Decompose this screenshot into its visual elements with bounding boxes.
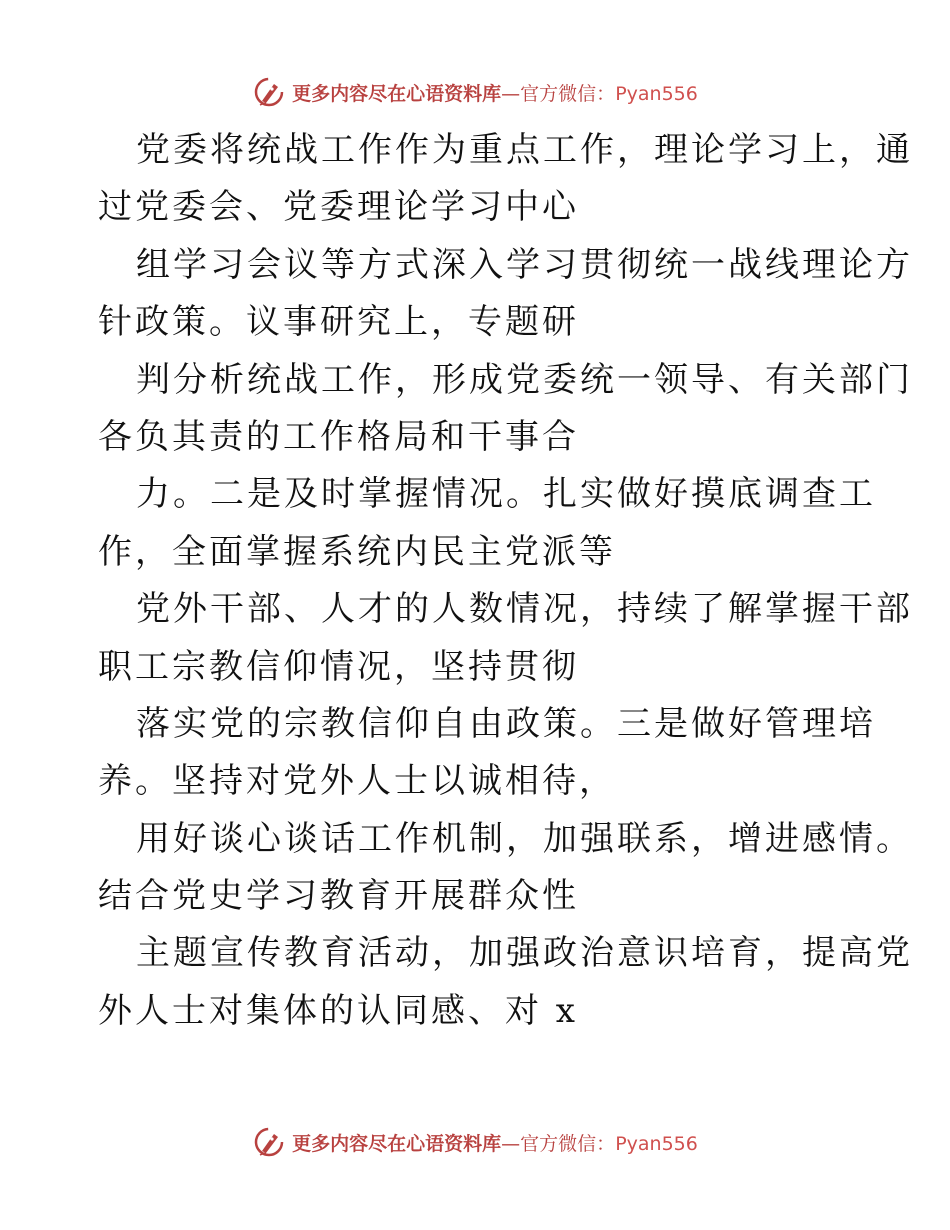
- header-watermark-separator: —: [501, 82, 521, 105]
- body-line: 党委将统战工作作为重点工作，理论学习上，通: [136, 130, 913, 170]
- footer-watermark-separator: —: [501, 1132, 521, 1155]
- body-line: 党外干部、人才的人数情况，持续了解掌握干部: [136, 589, 913, 630]
- body-line: 作，全面掌握系统内民主党派等: [98, 531, 616, 572]
- footer-watermark-text: [292, 1129, 698, 1156]
- body-line: 职工宗教信仰情况，坚持贯彻: [98, 646, 579, 687]
- document-body: [98, 122, 913, 1040]
- body-line: 判分析统战工作，形成党委统一领导、有关部门: [136, 359, 913, 400]
- body-line: 组学习会议等方式深入学习贯彻统一战线理论方: [136, 244, 913, 285]
- footer-watermark: [0, 1122, 950, 1162]
- footer-watermark-id: Pyan556: [615, 1132, 698, 1155]
- header-watermark-id: Pyan556: [615, 82, 698, 105]
- body-line: 结合党史学习教育开展群众性: [98, 876, 579, 917]
- body-line: 针政策。议事研究上，专题研: [98, 302, 579, 343]
- body-line: 主题宣传教育活动，加强政治意识培育，提高党: [136, 933, 913, 974]
- header-watermark-sub: 官方微信：: [520, 82, 616, 105]
- pen-nib-circle-logo-icon: [252, 75, 286, 109]
- header-watermark: [0, 72, 950, 112]
- body-line: 各负其责的工作格局和干事合: [98, 416, 579, 457]
- body-line: 外人士对集体的认同感、对 x: [98, 990, 578, 1031]
- body-line: 养。坚持对党外人士以诚相待，: [98, 761, 616, 802]
- body-line: 力。二是及时掌握情况。扎实做好摸底调查工: [136, 474, 876, 515]
- body-line: 过党委会、党委理论学习中心: [98, 187, 579, 228]
- header-watermark-text: [292, 79, 698, 106]
- footer-watermark-brand: 更多内容尽在心语资料库: [292, 1132, 502, 1155]
- body-line: 用好谈心谈话工作机制，加强联系，增进感情。: [136, 818, 913, 859]
- footer-watermark-sub: 官方微信：: [520, 1132, 616, 1155]
- pen-nib-circle-logo-icon: [252, 1125, 286, 1159]
- header-watermark-brand: 更多内容尽在心语资料库: [292, 82, 502, 105]
- body-line: 落实党的宗教信仰自由政策。三是做好管理培: [136, 703, 876, 744]
